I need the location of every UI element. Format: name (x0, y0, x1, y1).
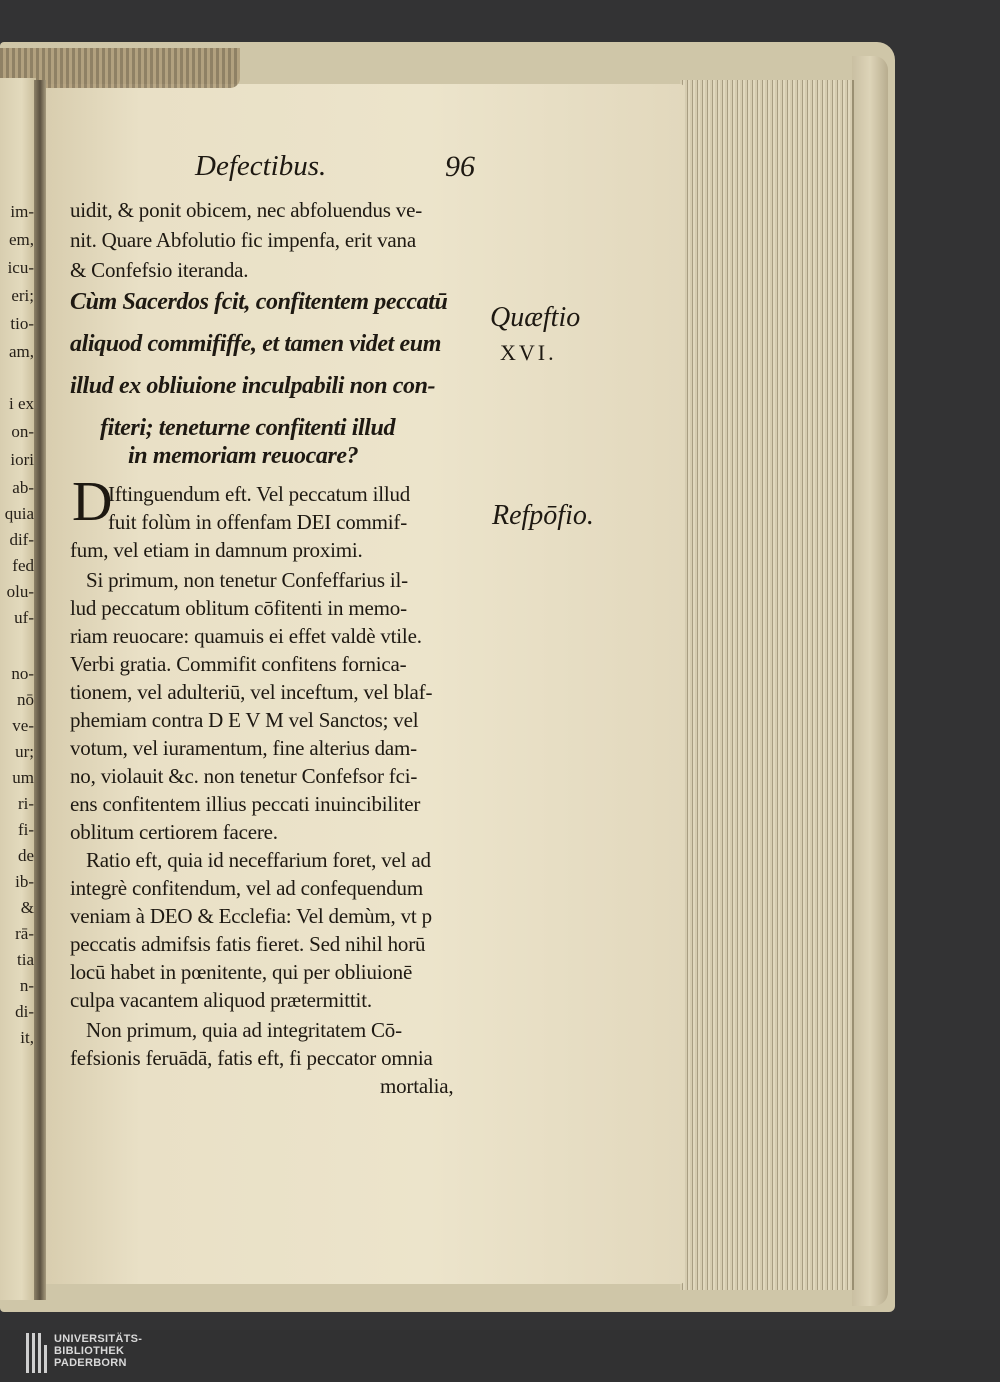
text-line: phemiam contra D E V M vel Sanctos; vel (70, 708, 419, 732)
text-line: Verbi gratia. Commifit confitens fornica- (70, 652, 407, 676)
left-fragment: de (17, 846, 34, 865)
text-line: Iftinguendum eft. Vel peccatum illud (108, 482, 411, 506)
text-line: uidit, & ponit obicem, nec abfoluendus ve- (70, 198, 423, 222)
text-line: culpa vacantem aliquod prætermittit. (70, 988, 372, 1012)
logo-line: BIBLIOTHEK (54, 1345, 125, 1357)
left-fragment: im- (10, 202, 34, 221)
text-line: riam reuocare: quamuis ei effet valdè vtile. (70, 624, 422, 648)
page-text-block (50, 150, 500, 1098)
text-line: ens confitentem illius peccati inuincibiliter (70, 792, 421, 816)
left-fragment: & (20, 898, 34, 917)
text-line: locū habet in pœnitente, qui per obliuionē (70, 960, 413, 984)
left-fragment: tia (17, 950, 34, 969)
left-fragment: fed (12, 556, 34, 575)
page-number: 96 (445, 150, 475, 183)
text-line: Ratio eft, quia id neceffarium foret, vel ad (86, 848, 431, 872)
left-fragment: ib- (15, 872, 34, 891)
left-fragment: icu- (7, 258, 34, 277)
book-back-board (852, 56, 888, 1306)
margin-note-response: Refpōfio. (492, 500, 594, 531)
text-line: votum, vel iuramentum, fine alterius dam- (70, 736, 417, 760)
left-fragment: i ex (8, 394, 34, 413)
logo-line: PADERBORN (54, 1357, 127, 1369)
text-line: nit. Quare Abfolutio fic impenfa, erit vana (70, 228, 416, 252)
left-fragment: dif- (9, 530, 34, 549)
text-line: & Confefsio iteranda. (70, 258, 249, 282)
left-fragment: ur; (15, 742, 34, 761)
book-gutter (34, 80, 46, 1300)
text-line: peccatis admifsis fatis fieret. Sed nihil horū (70, 932, 426, 956)
text-line: tionem, vel adulteriū, vel inceftum, vel blaf- (70, 680, 433, 704)
question-line: Cùm Sacerdos fcit, confitentem peccatū (70, 289, 448, 315)
left-page-fragment (0, 78, 36, 1300)
left-fragment: no- (11, 664, 34, 683)
left-fragment: fi- (17, 820, 34, 839)
page-edges (680, 80, 854, 1290)
left-fragment: rā- (15, 924, 34, 943)
question-line: aliquod commififfe, et tamen videt eum (70, 331, 441, 357)
text-line: lud peccatum oblitum cōfitenti in memo- (70, 596, 407, 620)
drop-cap: D (72, 471, 113, 533)
library-logo-text (54, 1333, 142, 1369)
left-fragment: di- (15, 1002, 34, 1021)
margin-note-number: XVI. (500, 340, 557, 365)
left-fragment: on- (11, 422, 34, 441)
left-fragment: n- (19, 976, 34, 995)
left-fragment: nō (17, 690, 34, 709)
left-fragment: iori (10, 450, 34, 469)
text-line: oblitum certiorem facere. (70, 820, 278, 844)
left-fragment: olu- (6, 582, 34, 601)
left-fragment: eri; (11, 286, 34, 305)
margin-note-question: Quæftio (490, 302, 581, 333)
left-fragment: ab- (12, 478, 34, 497)
text-line: no, violauit &c. non tenetur Confefsor fci- (70, 764, 418, 788)
text-line: fum, vel etiam in damnum proximi. (70, 538, 363, 562)
left-fragment: uf- (14, 608, 34, 627)
footer-bar (0, 1330, 1000, 1382)
text-line: veniam à DEO & Ecclefia: Vel demùm, vt p (70, 904, 432, 928)
left-fragment: quia (4, 504, 34, 523)
text-line: fuit folùm in offenfam DEI commif- (108, 510, 407, 534)
left-fragment: it, (20, 1028, 34, 1047)
question-line: fiteri; teneturne confitenti illud (100, 415, 396, 441)
left-fragment: um (12, 768, 34, 787)
catchword: mortalia, (380, 1074, 454, 1098)
library-logo-icon (26, 1333, 48, 1373)
text-line: Si primum, non tenetur Confeffarius il- (86, 568, 408, 592)
left-fragment: ri- (17, 794, 34, 813)
left-fragment: ve- (12, 716, 34, 735)
text-line: integrè confitendum, vel ad confequendum (70, 876, 423, 900)
left-fragment: am, (8, 342, 34, 361)
running-head: Defectibus. (195, 150, 327, 182)
text-line: fefsionis feruādā, fatis eft, fi peccator omnia (70, 1046, 433, 1070)
left-fragment: em, (8, 230, 34, 249)
question-line: in memoriam reuocare? (128, 443, 359, 469)
logo-line: UNIVERSITÄTS- (54, 1333, 143, 1345)
question-line: illud ex obliuione inculpabili non con- (70, 373, 436, 399)
left-fragment: tio- (10, 314, 34, 333)
text-line: Non primum, quia ad integritatem Cō- (86, 1018, 402, 1042)
